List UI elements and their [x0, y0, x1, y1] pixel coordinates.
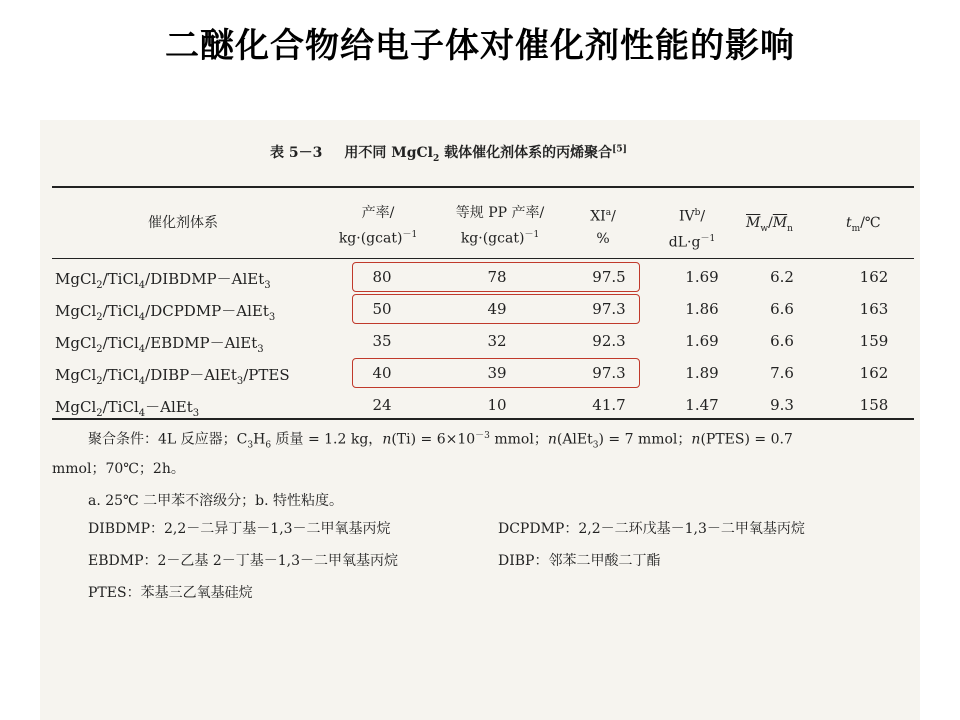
- header-tm: $t_m/℃$: [846, 215, 881, 234]
- catalyst-system: MgCl$_2$/TiCl$_4$/EBDMP－AlEt$_3$: [55, 334, 264, 355]
- table-number: 表 5－3: [270, 145, 323, 161]
- header-iv: $IV^b/$ $dL\cdot g^{-1}$: [668, 208, 716, 251]
- mw-mn-value: 6.2: [770, 268, 794, 286]
- catalyst-system: MgCl$_2$/TiCl$_4$/DCPDMP－AlEt$_3$: [55, 302, 276, 323]
- polymerization-conditions: 聚合条件：4L 反应器；$C_3H_6$ 质量 = 1.2 kg，$n(Ti) = 6\times 10^{-3}$ mmol；n(AlEt$_3$) = 7 mmol；n(PTES) = 0.7: [88, 431, 793, 451]
- yield-value: 50: [372, 300, 392, 318]
- tm-value: 158: [859, 396, 889, 414]
- table-footnote: a. 25℃ 二甲苯不溶级分；b. 特性粘度。: [88, 493, 344, 509]
- header-xi: $XI^a/$ %: [590, 208, 616, 247]
- header-mw-mn: $\overline{M}_w/\overline{M}_n$: [746, 215, 793, 234]
- yield-value: 35: [372, 332, 392, 350]
- header-catalyst: 催化剂体系: [148, 215, 218, 231]
- abbr-dcpdmp: DCPDMP：2,2－二环戊基－1,3－二甲氧基丙烷: [498, 521, 805, 537]
- mw-mn-value: 6.6: [770, 300, 794, 318]
- iv-value: 1.69: [685, 268, 719, 286]
- abbr-dibp: DIBP：邻苯二甲酸二丁酯: [498, 553, 661, 569]
- isotactic-yield-value: 32: [487, 332, 507, 350]
- highlight-box-dibp: [352, 358, 640, 388]
- isotactic-yield-value: 78: [487, 268, 507, 286]
- catalyst-system: MgCl$_2$/TiCl$_4$/DIBDMP－AlEt$_3$: [55, 270, 271, 291]
- isotactic-yield-value: 39: [487, 364, 507, 382]
- table-top-rule: [52, 186, 914, 188]
- yield-value: 24: [372, 396, 392, 414]
- iv-value: 1.86: [685, 300, 719, 318]
- tm-value: 162: [859, 268, 889, 286]
- slide-title: 二醚化合物给电子体对催化剂性能的影响: [165, 26, 795, 66]
- header-isotactic-yield: 等规 PP 产率/ kg·(gcat)$^{-1}$: [455, 205, 545, 247]
- table-header-rule: [52, 258, 914, 259]
- xi-value: 97.5: [592, 268, 626, 286]
- abbr-dibdmp: DIBDMP：2,2－二异丁基－1,3－二甲氧基丙烷: [88, 521, 391, 537]
- iv-value: 1.69: [685, 332, 719, 350]
- table-row: [52, 390, 914, 420]
- iv-value: 1.89: [685, 364, 719, 382]
- isotactic-yield-value: 10: [487, 396, 507, 414]
- catalyst-system: MgCl$_2$/TiCl$_4$－AlEt$_3$: [55, 398, 200, 419]
- xi-value: 92.3: [592, 332, 626, 350]
- tm-value: 163: [859, 300, 889, 318]
- polymerization-conditions-cont: mmol；70℃；2h。: [52, 461, 185, 477]
- xi-value: 97.3: [592, 364, 626, 382]
- highlight-box-dibdmp: [352, 262, 640, 292]
- isotactic-yield-value: 49: [487, 300, 507, 318]
- mw-mn-value: 9.3: [770, 396, 794, 414]
- yield-value: 40: [372, 364, 392, 382]
- xi-value: 41.7: [592, 396, 626, 414]
- table-row: [52, 326, 914, 356]
- tm-value: 162: [859, 364, 889, 382]
- mw-mn-value: 7.6: [770, 364, 794, 382]
- highlight-box-dcpdmp: [352, 294, 640, 324]
- iv-value: 1.47: [685, 396, 719, 414]
- catalyst-system: MgCl$_2$/TiCl$_4$/DIBP－AlEt$_3$/PTES: [55, 366, 290, 387]
- mw-mn-value: 6.6: [770, 332, 794, 350]
- table-caption: 表 5－3 用不同 MgCl$_2$ 载体催化剂体系的丙烯聚合[5]: [270, 144, 627, 164]
- header-yield: 产率/ kg·(gcat)$^{-1}$: [338, 205, 418, 247]
- tm-value: 159: [859, 332, 889, 350]
- xi-value: 97.3: [592, 300, 626, 318]
- abbr-ebdmp: EBDMP：2－乙基 2－丁基－1,3－二甲氧基丙烷: [88, 553, 399, 569]
- yield-value: 80: [372, 268, 392, 286]
- abbr-ptes: PTES：苯基三乙氧基硅烷: [88, 585, 253, 601]
